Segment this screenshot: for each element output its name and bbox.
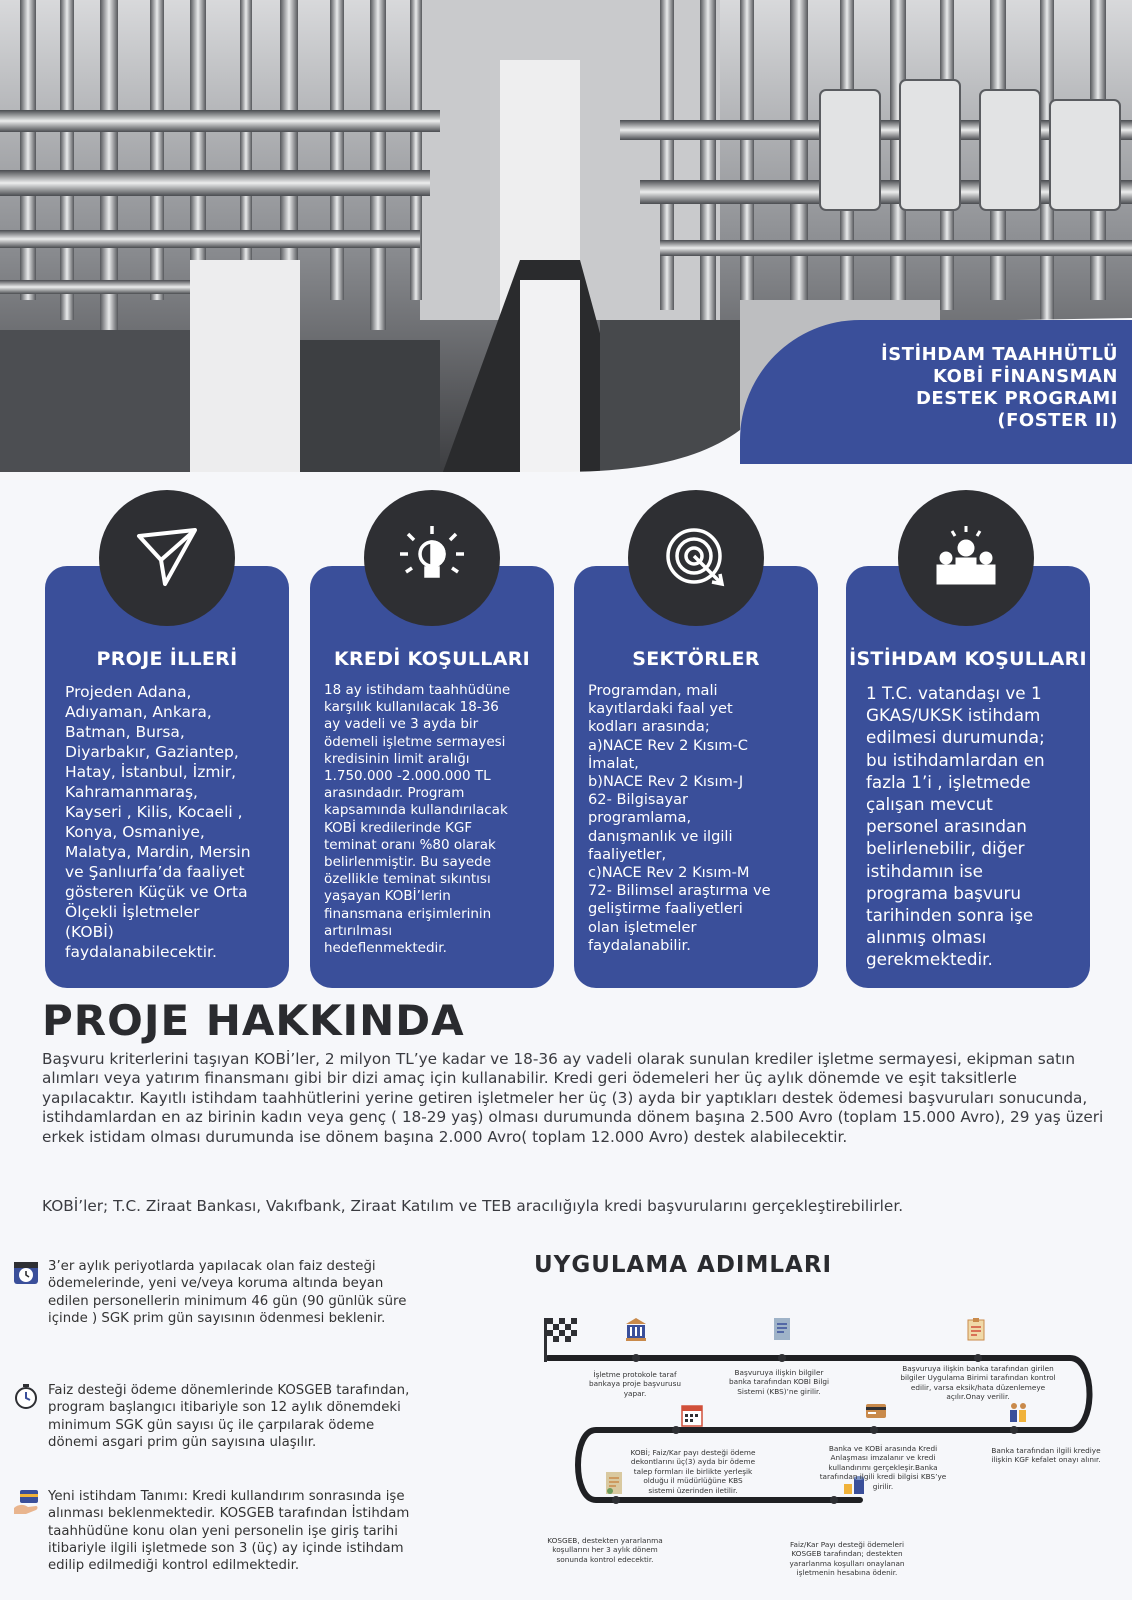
card-title: SEKTÖRLER bbox=[632, 648, 760, 670]
steps-title: UYGULAMA ADIMLARI bbox=[534, 1252, 833, 1278]
hero-image bbox=[0, 0, 1132, 480]
step-text: Başvuruya ilişkin banka tarafından girilen bilgiler Uygulama Birimi tarafından kontrol edilir, varsa eksik/hata düzenlemeye açılır.Onay verilir. bbox=[900, 1364, 1056, 1402]
bullet-text: Yeni istihdam Tanımı: Kredi kullandırım sonrasında işe alınması beklenmektedir. KOSGEB tarafından İstihdam taahhüdüne konu olan yeni personelin işe giriş tarihi itibariyle ilgili işletmede son 3 (üç) ay içinde istihdam edilip edilmediği kontrol edilmektedir. bbox=[48, 1489, 410, 1574]
card-kredi-kosullari bbox=[310, 566, 554, 988]
people-podium-icon bbox=[898, 490, 1034, 626]
handshake-icon bbox=[1006, 1400, 1030, 1426]
about-paragraph-2: KOBİ’ler; T.C. Ziraat Bankası, Vakıfbank, Ziraat Katılım ve TEB aracılığıyla kredi başvurularını gerçekleştirebilirler. bbox=[42, 1197, 904, 1215]
credit-card-icon bbox=[864, 1398, 888, 1424]
bullet-text: Faiz desteği ödeme dönemlerinde KOSGEB tarafından, program başlangıcı itibariyle son 12 aylık dönemdeki minimum SGK gün sayısı üç ile çarpılarak ödeme dönemi asgari prim gün sayısına ulaşılır. bbox=[48, 1383, 410, 1450]
lightbulb-gear-icon bbox=[364, 490, 500, 626]
card-title: KREDİ KOŞULLARI bbox=[333, 648, 531, 670]
stopwatch-icon bbox=[12, 1382, 40, 1410]
clipboard-icon bbox=[964, 1316, 988, 1342]
hand-card-icon bbox=[12, 1488, 40, 1516]
card-body: 18 ay istihdam taahhüdüne karşılık kullanılacak 18-36 ay vadeli ve 3 ayda bir ödemeli işletme sermayesi kredisinin limit aralığı 1.750.000 -2.000.000 TL arasındadır. Program kapsamında kullandırılacak KOBİ kredilerinde KGF teminat oranı %80 olarak belirlenmiştir. Bu sayede özellikle teminat sıkıntısı yaşayan KOBİ’lerin finansmana erişimlerinin artırılması hedeflenmektedir. bbox=[324, 682, 511, 957]
step-text: Başvuruya ilişkin bilgiler banka tarafından KOBİ Bilgi Sistemi (KBS)’ne girilir. bbox=[728, 1368, 829, 1396]
calendar-icon bbox=[680, 1402, 704, 1428]
about-paragraph-1: Başvuru kriterlerini taşıyan KOBİ’ler, 2 milyon TL’ye kadar ve 18-36 ay vadeli olarak sunulan krediler işletme sermayesi, ekipman satın alımları veya yatırım finansmanı gibi bir dizi amaç için kullanabilir. Kredi geri ödemeleri her üç aylık dönemde ve eşit taksitlerle yapılacaktır. Kayıtlı istihdam taahhütlerini yerine getiren işletmeler her üç (3) ayda bir yaptıkları destek ödemesi başvuruları sonucunda, istihdamlardan en az birinin kadın veya genç ( 18-29 yaş) olması durumunda dönem başına 2.500 Avro (toplam 15.000 Avro), 29 yaş üzeri erkek istidam olması durumunda ise dönem başına 2.000 Avro( toplam 12.000 Avro) destek alabilecektir. bbox=[42, 1050, 1104, 1146]
step-text: İşletme protokole taraf bankaya proje başvurusu yapar. bbox=[588, 1370, 682, 1398]
card-body: Projeden Adana, Adıyaman, Ankara, Batman, Bursa, Diyarbakır, Gaziantep, Hatay, İstanbul, İzmir, Kahramanmaraş, Kayseri , Kilis, Kocaeli , Konya, Osmaniye, Malatya, Mardin, Mersin ve Şanlıurfa’da faaliyet gösteren Küçük ve Orta Ölçekli İşletmeler (KOBİ) faydalanabilecektir. bbox=[65, 683, 251, 961]
program-title-box bbox=[740, 320, 1132, 464]
card-istihdam-kosullari bbox=[846, 566, 1090, 988]
card-proje-illeri bbox=[45, 566, 289, 988]
card-title: PROJE İLLERİ bbox=[96, 648, 238, 670]
program-title: İSTİHDAM TAAHHÜTLÜ KOBİ FİNANSMAN DESTEK PROGRAMI (FOSTER II) bbox=[881, 344, 1118, 431]
step-text: KOBİ; Faiz/Kar payı desteği ödeme dekontlarını üç(3) ayda bir ödeme talep formları ile birlikte yerleşik olduğu il müdürlüğüne KBS sistemi üzerinden iletilir. bbox=[630, 1448, 756, 1495]
document-icon bbox=[770, 1316, 794, 1342]
step-text: Banka ve KOBİ arasında Kredi Anlaşması imzalanır ve kredi kullandırımı gerçekleşir.Banka tarafından ilgili kredi bilgisi KBS’ye girilir. bbox=[819, 1444, 947, 1491]
card-body: Programdan, mali kayıtlardaki faal yet kodları arasında; a)NACE Rev 2 Kısım-C İmalat, b)NACE Rev 2 Kısım-J 62- Bilgisayar programlama, danışmanlık ve ilgili faaliyetler, c)NACE Rev 2 Kısım-M 72- Bilimsel araştırma ve geliştirme faaliyetleri olan işletmeler faydalanabilir. bbox=[588, 682, 771, 954]
paper-plane-icon bbox=[99, 490, 235, 626]
card-body: 1 T.C. vatandaşı ve 1 GKAS/UKSK istihdam edilmesi durumunda; bu istihdamlardan en fazla 1’i , işletmede çalışan mevcut personel arasından belirlenebilir, diğer istihdamın ise programa başvuru tarihinden sonra işe alınmış olması gerekmektedir. bbox=[866, 683, 1045, 970]
calendar-clock-icon bbox=[12, 1258, 40, 1286]
target-icon bbox=[628, 490, 764, 626]
bullet-text: 3’er aylık periyotlarda yapılacak olan faiz desteği ödemelerinde, yeni ve/veya koruma altında beyan edilen personellerin minimum 46 gün (90 günlük süre içinde ) SGK prim gün sayısının ödenmesi beklenir. bbox=[48, 1259, 407, 1326]
card-sektorler bbox=[574, 566, 818, 988]
card-title: İSTİHDAM KOŞULLARI bbox=[849, 648, 1087, 670]
step-text: Banka tarafından ilgili krediye ilişkin KGF kefalet onayı alınır. bbox=[991, 1446, 1101, 1465]
step-text: KOSGEB, destekten yararlanma koşullarını her 3 aylık dönem sonunda kontrol edecektir. bbox=[547, 1536, 663, 1564]
steps-roadmap bbox=[530, 1310, 1130, 1570]
step-text: Faiz/Kar Payı desteği ödemeleri KOSGEB tarafından; destekten yararlanma koşulları onaylanan işletmenin hesabına ödenir. bbox=[789, 1540, 905, 1578]
about-title: PROJE HAKKINDA bbox=[42, 996, 465, 1045]
receipt-icon bbox=[602, 1470, 626, 1496]
bank-icon bbox=[624, 1316, 648, 1342]
